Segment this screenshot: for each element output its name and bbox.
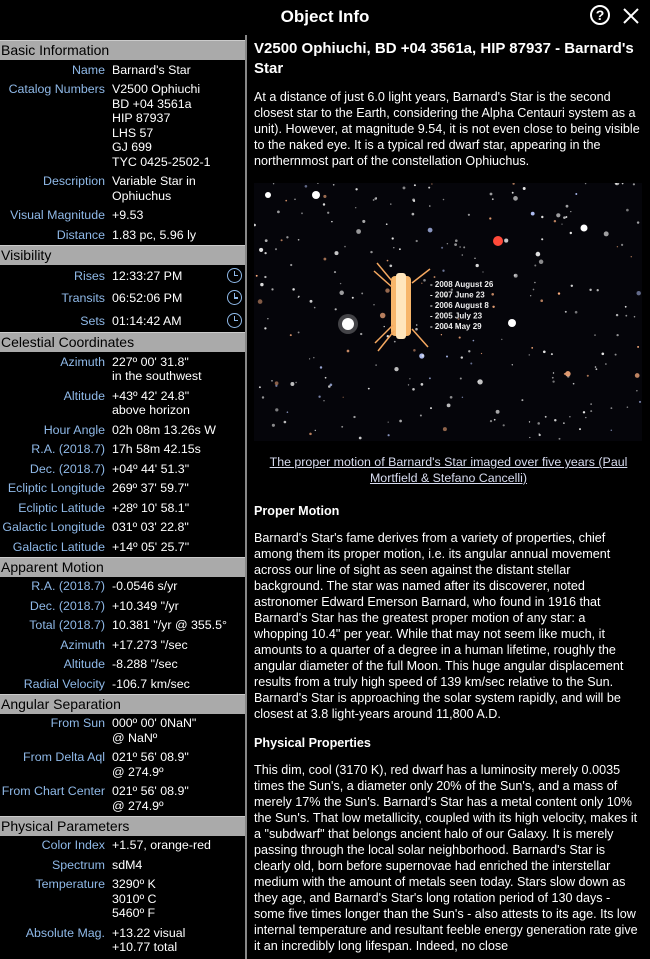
info-label: Color Index bbox=[41, 838, 105, 852]
title-bar bbox=[0, 0, 650, 33]
info-label: Total (2018.7) bbox=[29, 618, 105, 632]
info-label: Spectrum bbox=[51, 857, 105, 872]
info-label: Sets bbox=[80, 313, 105, 328]
info-row bbox=[0, 225, 245, 245]
info-label: Azimuth bbox=[60, 637, 105, 652]
photo-date-label: - 2005 July 23 bbox=[430, 311, 483, 321]
clock-icon[interactable] bbox=[227, 268, 242, 283]
info-row bbox=[0, 635, 245, 655]
section-header[interactable]: Angular Separation bbox=[0, 694, 245, 714]
photo-date-label: - 2004 May 29 bbox=[430, 322, 482, 331]
info-value: -106.7 km/sec bbox=[112, 676, 190, 691]
info-label: Ecliptic Latitude bbox=[18, 500, 105, 515]
info-label: Visual Magnitude bbox=[10, 208, 105, 222]
info-value: 031º 03' 22.8" bbox=[112, 520, 189, 534]
info-label: Radial Velocity bbox=[23, 676, 105, 691]
clock-icon[interactable] bbox=[227, 313, 242, 328]
info-label: Altitude bbox=[63, 657, 105, 671]
photo-caption-link[interactable]: The proper motion of Barnard's Star imaged over five years (Paul Mortfield & Stefano Cancelli) bbox=[269, 455, 628, 485]
window-title: Object Info bbox=[280, 6, 370, 26]
info-value: 17h 58m 42.15s bbox=[112, 442, 201, 456]
info-row bbox=[0, 287, 245, 310]
info-value: +04º 44' 51.3" bbox=[112, 461, 190, 476]
info-label: Hour Angle bbox=[43, 422, 105, 437]
info-row bbox=[0, 518, 245, 538]
info-label: From Chart Center bbox=[1, 784, 105, 798]
info-row bbox=[0, 80, 245, 172]
info-value: -8.288 "/sec bbox=[112, 657, 178, 671]
info-value: +28º 10' 58.1" bbox=[112, 500, 190, 515]
photo-date-label: - 2006 August 8 bbox=[430, 301, 489, 310]
info-value: Barnard's Star bbox=[112, 62, 191, 77]
info-row bbox=[0, 836, 245, 856]
info-row bbox=[0, 714, 245, 748]
info-label: R.A. (2018.7) bbox=[31, 442, 105, 456]
info-label: Rises bbox=[74, 268, 105, 283]
section-header[interactable]: Celestial Coordinates bbox=[0, 332, 245, 352]
info-label: Dec. (2018.7) bbox=[29, 598, 105, 613]
proper-motion-photo bbox=[254, 183, 642, 441]
info-row bbox=[0, 537, 245, 557]
info-label: Description bbox=[43, 174, 105, 188]
info-value: V2500 Ophiuchi BD +04 3561a HIP 87937 LHS 57 GJ 699 TYC 0425-2502-1 bbox=[112, 82, 211, 169]
photo-date-label: - 2007 June 23 bbox=[430, 290, 485, 300]
info-label: From Sun bbox=[50, 716, 105, 730]
info-label: Catalog Numbers bbox=[8, 82, 105, 96]
info-row bbox=[0, 498, 245, 518]
info-value: 227º 00' 31.8" in the southwest bbox=[112, 354, 202, 383]
info-row bbox=[0, 923, 245, 957]
info-row bbox=[0, 782, 245, 816]
info-label: Galactic Longitude bbox=[2, 520, 105, 534]
info-label: Distance bbox=[56, 227, 105, 242]
info-value: 12:33:27 PM bbox=[112, 268, 183, 283]
info-value: +13.22 visual +10.77 total bbox=[112, 925, 186, 954]
info-label: From Delta Aql bbox=[23, 750, 105, 764]
info-row bbox=[0, 440, 245, 460]
info-value: +1.57, orange-red bbox=[112, 838, 211, 852]
info-value: -0.0546 s/yr bbox=[112, 579, 178, 593]
info-label: Temperature bbox=[35, 877, 105, 891]
info-row bbox=[0, 386, 245, 420]
clock-icon[interactable] bbox=[227, 290, 242, 305]
info-row bbox=[0, 855, 245, 875]
info-value: +10.349 "/yr bbox=[112, 598, 179, 613]
info-row bbox=[0, 459, 245, 479]
info-row bbox=[0, 206, 245, 226]
help-icon: ? bbox=[595, 7, 605, 23]
info-label: Dec. (2018.7) bbox=[29, 461, 105, 476]
info-value: +17.273 "/sec bbox=[112, 637, 188, 652]
info-value: 01:14:42 AM bbox=[112, 313, 182, 328]
proper-motion-paragraph: Barnard's Star's fame derives from a variety of properties, chief among them its proper motion, i.e. its angular annual movement across our line of sight as seen against the distant stellar background. The star was named after its discoverer, noted astronomer Edward Emerson Barnard, who found in 1916 that Barnard's Star has the greatest proper motion of any star: a whopping 10.4" per year. While that may not seem like much, it amounts to a quarter of a degree in a human lifetime, roughly the angular diameter of the full Moon. This huge angular displacement results from a truly high speed of 139 km/sec relative to the Sun. Barnard's Star is approaching the solar system rapidly, and will be closest at 3.8 light-years around 11,800 A.D. bbox=[254, 531, 624, 721]
info-value: +43º 42' 24.8" above horizon bbox=[112, 388, 190, 417]
section-header[interactable]: Visibility bbox=[0, 245, 245, 265]
info-value: 000º 00' 0NaN" @ NaNº bbox=[112, 716, 197, 745]
info-value: 02h 08m 13.26s W bbox=[112, 422, 217, 437]
info-row bbox=[0, 875, 245, 924]
info-label: Absolute Mag. bbox=[25, 925, 105, 940]
info-row bbox=[0, 172, 245, 206]
info-value: Variable Star in Ophiuchus bbox=[112, 174, 196, 203]
info-label: Name bbox=[71, 62, 105, 77]
proper-motion-heading: Proper Motion bbox=[254, 504, 340, 518]
info-row bbox=[0, 674, 245, 694]
info-row bbox=[0, 616, 245, 636]
info-value: 3290º K 3010º C 5460º F bbox=[112, 877, 157, 920]
info-value: 269º 37' 59.7" bbox=[112, 481, 189, 495]
info-label: Ecliptic Longitude bbox=[7, 481, 105, 495]
info-value: +9.53 bbox=[112, 208, 144, 222]
section-header[interactable]: Physical Parameters bbox=[0, 816, 245, 836]
info-label: Galactic Latitude bbox=[12, 539, 105, 554]
info-label: Azimuth bbox=[60, 354, 105, 369]
info-row bbox=[0, 596, 245, 616]
info-label: Transits bbox=[61, 291, 105, 305]
info-label: R.A. (2018.7) bbox=[31, 579, 105, 593]
article-panel[interactable] bbox=[247, 35, 650, 959]
info-row bbox=[0, 352, 245, 386]
help-button[interactable] bbox=[590, 5, 610, 25]
info-value: 06:52:06 PM bbox=[112, 291, 183, 305]
physical-properties-heading: Physical Properties bbox=[254, 736, 371, 750]
article-heading: V2500 Ophiuchi, BD +04 3561a, HIP 87937 - Barnard's Star bbox=[254, 40, 634, 77]
photo-date-label: - 2008 August 26 bbox=[430, 280, 494, 289]
info-row bbox=[0, 60, 245, 80]
info-row bbox=[0, 655, 245, 675]
intro-paragraph: At a distance of just 6.0 light years, Barnard's Star is the second closest star to the Earth, considering the Alpha Centauri system as a unit). However, at magnitude 9.54, it is not even close to being visible to the naked eye. It is a typical red dwarf star, appearing in the northernmost part of the constellation Ophiuchus. bbox=[254, 90, 640, 168]
info-value: 021º 56' 08.9" @ 274.9º bbox=[112, 750, 189, 779]
close-icon[interactable] bbox=[622, 7, 640, 25]
physical-properties-paragraph: This dim, cool (3170 K), red dwarf has a luminosity merely 0.0035 times the Sun's, a diameter only 20% of the Sun's, and a mass of merely 17% the Sun's. Barnard's Star has a metal content only 10% the Sun's. That low metallicity, coupled with its high velocity, makes it a "subdwarf" that belongs ancient halo of our Galaxy. It is merely passing through the local solar neighborhood. Barnard's Star is clearly old, born before supernovae had enriched the interstellar medium with the amount of metals seen today. Stars slow down as they age, and Barnard's Star's long rotation period of 130 days - some five times longer than the Sun's - also attests to its age. Its low internal temperature and resultant feeble energy generation rate give it an incredibly long lifespan. Indeed, no close bbox=[254, 763, 638, 953]
info-row bbox=[0, 748, 245, 782]
info-value: sdM4 bbox=[112, 857, 143, 872]
info-value: +14º 05' 25.7" bbox=[112, 539, 190, 554]
info-row bbox=[0, 420, 245, 440]
info-label: Altitude bbox=[63, 388, 105, 403]
section-header[interactable]: Basic Information bbox=[0, 40, 245, 60]
info-row bbox=[0, 577, 245, 597]
info-value: 1.83 pc, 5.96 ly bbox=[112, 227, 197, 242]
info-value: 10.381 "/yr @ 355.5° bbox=[112, 618, 227, 632]
info-value: 021º 56' 08.9" @ 274.9º bbox=[112, 784, 189, 813]
section-header[interactable]: Apparent Motion bbox=[0, 557, 245, 577]
info-row bbox=[0, 265, 245, 288]
info-row bbox=[0, 310, 245, 333]
info-panel[interactable] bbox=[0, 40, 245, 959]
info-row bbox=[0, 479, 245, 499]
